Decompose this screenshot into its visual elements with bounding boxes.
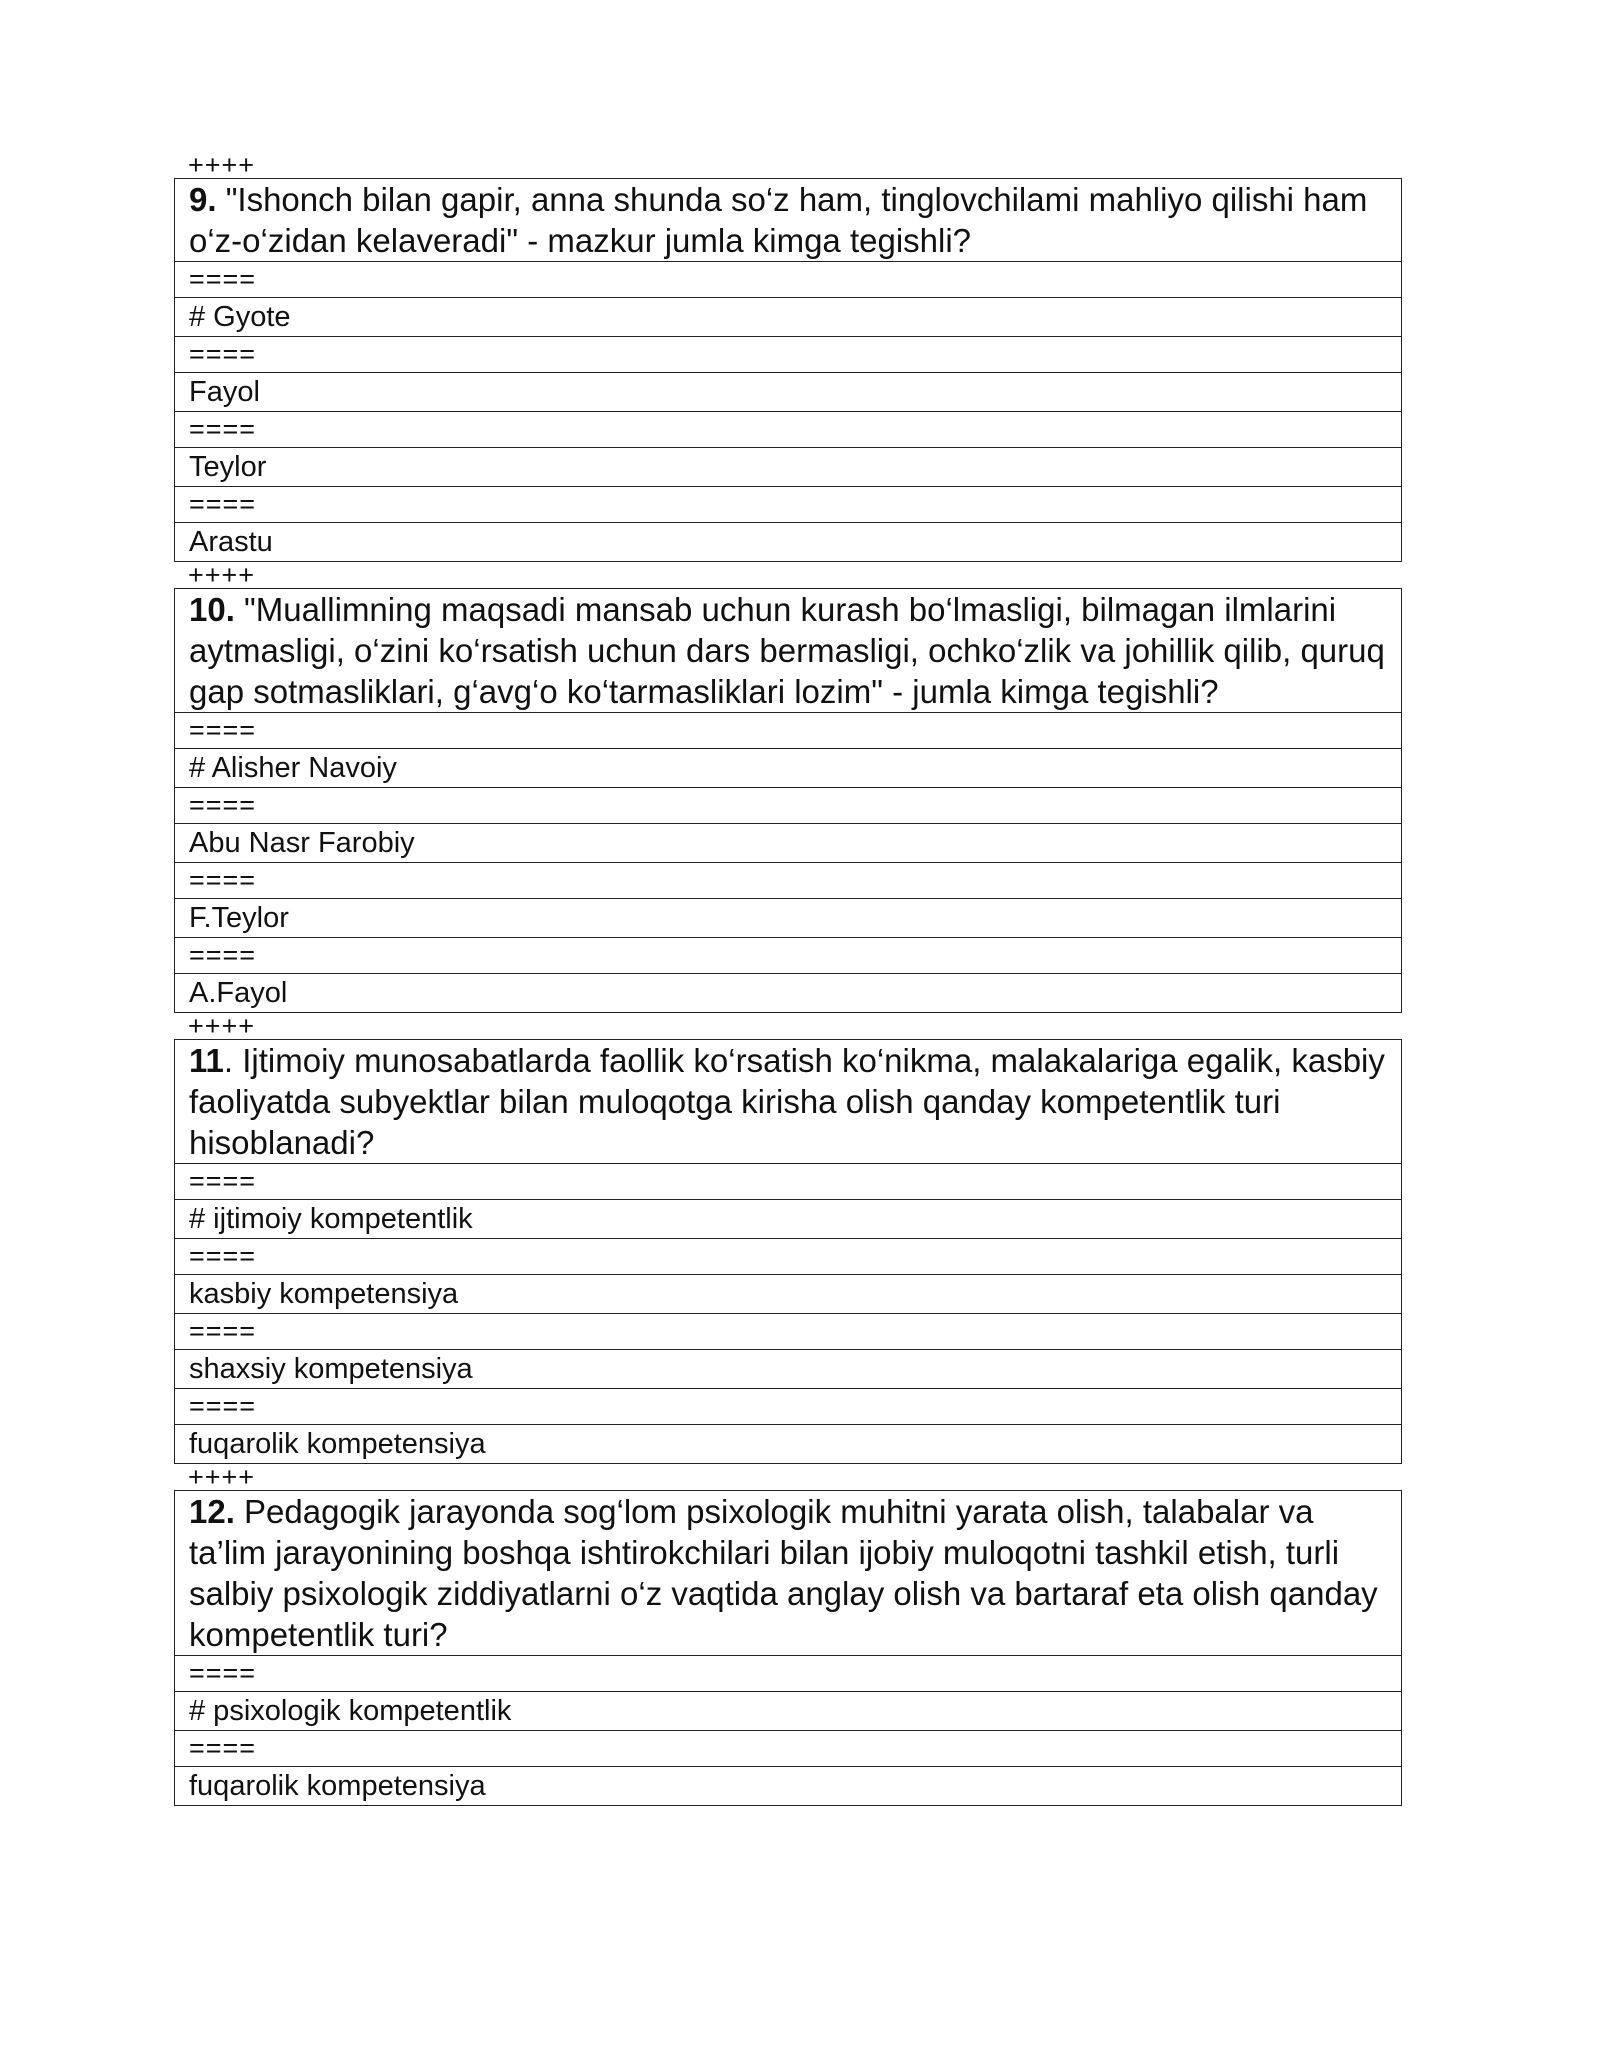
question-text: "Muallimning maqsadi mansab uchun kurash bo‘lmasligi, bilmagan ilmlarini aytmasligi, o‘zini ko‘rsatish uchun dars bermasligi, ochko‘zlik va johillik qilib, quruq gap sotmasliklari, g‘avg‘o ko‘tarmasliklari lozim" - jumla kimga tegishli? [189,591,1385,710]
question-separator: ++++ [188,560,256,590]
answer-option: F.Teylor [175,899,1402,938]
answer-option: Fayol [175,373,1402,412]
answer-divider: ==== [175,788,1402,824]
answer-option: Abu Nasr Farobiy [175,824,1402,863]
question-number: 12. [189,1493,235,1530]
question-9-table [174,178,1402,562]
answer-option: fuqarolik kompetensiya [175,1767,1402,1806]
question-text-cell [175,1040,1402,1164]
question-text: "Ishonch bilan gapir, anna shunda so‘z ham, tinglovchilami mahliyo qilishi ham o‘z-o‘zidan kelaveradi" - mazkur jumla kimga tegishli? [189,181,1368,259]
answer-option: shaxsiy kompetensiya [175,1350,1402,1389]
answer-divider: ==== [175,1164,1402,1200]
answer-option: kasbiy kompetensiya [175,1275,1402,1314]
answer-divider: ==== [175,863,1402,899]
answer-option-correct: # Alisher Navoiy [175,749,1402,788]
question-text-cell [175,1491,1402,1656]
answer-divider: ==== [175,938,1402,974]
question-number: 10. [189,591,235,628]
answer-divider: ==== [175,412,1402,448]
question-text-cell [175,179,1402,262]
answer-option-correct: # Gyote [175,298,1402,337]
question-text: Pedagogik jarayonda sog‘lom psixologik muhitni yarata olish, talabalar va ta’lim jarayonining boshqa ishtirokchilari bilan ijobiy muloqotni tashkil etish, turli salbiy psixologik ziddiyatlarni o‘z vaqtida anglay olish va bartaraf eta olish qanday kompetentlik turi? [189,1493,1378,1653]
answer-divider: ==== [175,337,1402,373]
question-12-table [174,1490,1402,1806]
question-separator: ++++ [188,1462,256,1492]
question-11-table [174,1039,1402,1464]
question-text: . Ijtimoiy munosabatlarda faollik ko‘rsatish ko‘nikma, malakalariga egalik, kasbiy faoliyatda subyektlar bilan muloqotga kirisha olish qanday kompetentlik turi hisoblanadi? [189,1042,1385,1161]
question-10-table [174,588,1402,1013]
answer-divider: ==== [175,1314,1402,1350]
answer-divider: ==== [175,1389,1402,1425]
answer-option-correct: # ijtimoiy kompetentlik [175,1200,1402,1239]
question-separator: ++++ [188,150,256,180]
question-separator: ++++ [188,1011,256,1041]
answer-option: Arastu [175,523,1402,562]
answer-divider: ==== [175,262,1402,298]
question-text-cell [175,589,1402,713]
answer-divider: ==== [175,1731,1402,1767]
document-page [174,152,1402,1806]
answer-option: Teylor [175,448,1402,487]
answer-divider: ==== [175,487,1402,523]
question-number: 11 [189,1042,224,1079]
answer-divider: ==== [175,1656,1402,1692]
answer-option-correct: # psixologik kompetentlik [175,1692,1402,1731]
question-number: 9. [189,181,217,218]
answer-divider: ==== [175,1239,1402,1275]
answer-option: A.Fayol [175,974,1402,1013]
answer-option: fuqarolik kompetensiya [175,1425,1402,1464]
answer-divider: ==== [175,713,1402,749]
